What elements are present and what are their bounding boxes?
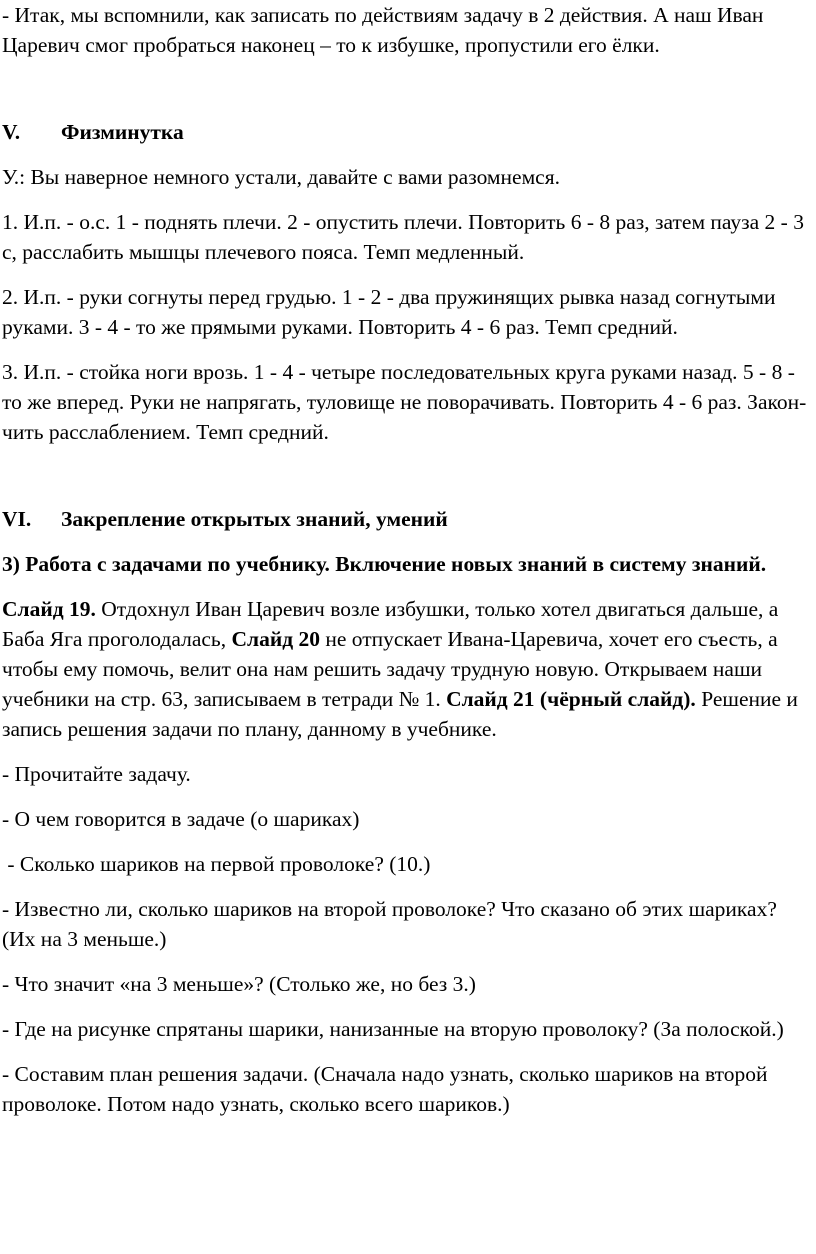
document-page bbox=[2, 0, 810, 1119]
exercise-1: 1. И.п. - о.с. 1 - поднять плечи. 2 - опустить плечи. Повторить 6 - 8 раз, затем пауза 2 - 3 с, расслабить мышцы плечевого пояса. Темп медленный. bbox=[2, 210, 804, 264]
slide-19-label: Слайд 19. bbox=[2, 597, 96, 621]
section-5-number: V. bbox=[2, 120, 21, 144]
slide-20-text: не отпускает Ивана-Царевича, хочет его съесть, а чтобы ему помочь, велит она нам решить задачу трудную новую. Открываем наши учебники на стр. 63, записываем в тетради № 1. bbox=[2, 627, 778, 711]
slide-19-text: Отдохнул Иван Царевич возле избушки, только хотел двигаться дальше, а Баба Яга проголодалась, bbox=[2, 597, 779, 651]
dialog-line: - Сколько шариков на первой проволоке? (10.) bbox=[2, 852, 431, 876]
section-5-title: Физминутка bbox=[61, 120, 184, 144]
section-5-heading bbox=[2, 117, 810, 147]
dialog-line: - Известно ли, сколько шариков на второй проволоке? Что сказано об этих шариках? (Их на 3 меньше.) bbox=[2, 897, 777, 951]
dialog-line: - Прочитайте задачу. bbox=[2, 762, 191, 786]
section-6-title: Закрепление открытых знаний, умений bbox=[61, 507, 448, 531]
slide-21-text: Решение и запись решения задачи по плану, данному в учебнике. bbox=[2, 687, 798, 741]
dialog-line: - Где на рисунке спрятаны шарики, нанизанные на вторую проволоку? (За полоской.) bbox=[2, 1017, 784, 1041]
intro-paragraph: - Итак, мы вспомнили, как записать по действиям задачу в 2 действия. А наш Иван Царевич смог пробраться наконец – то к избушке, пропустили его ёлки. bbox=[2, 3, 764, 57]
exercise-2: 2. И.п. - руки согнуты перед грудью. 1 - 2 - два пружинящих рывка назад согнутыми руками. 3 - 4 - то же прямыми руками. Повторить 4 - 6 раз. Темп средний. bbox=[2, 285, 776, 339]
exercise-3: 3. И.п. - стойка ноги врозь. 1 - 4 - четыре последовательных круга руками назад. 5 - 8 - то же вперед. Руки не напрягать, туловище не поворачивать. Повторить 4 - 6 раз. Закон-чить расслаблением. Темп средний. bbox=[2, 360, 807, 444]
section-6-heading bbox=[2, 504, 810, 534]
dialog-line: - Составим план решения задачи. (Сначала надо узнать, сколько шариков на второй проволоке. Потом надо узнать, сколько всего шариков.) bbox=[2, 1062, 768, 1116]
subsection-3-heading: 3) Работа с задачами по учебнику. Включение новых знаний в систему знаний. bbox=[2, 552, 767, 576]
section-6-number: VI. bbox=[2, 507, 32, 531]
dialog-line: - Что значит «на 3 меньше»? (Столько же, но без 3.) bbox=[2, 972, 476, 996]
slide-20-label: Слайд 20 bbox=[231, 627, 320, 651]
slides-paragraph bbox=[2, 594, 810, 744]
slide-21-label: Слайд 21 (чёрный слайд). bbox=[446, 687, 696, 711]
teacher-line: У.: Вы наверное немного устали, давайте с вами разомнемся. bbox=[2, 165, 560, 189]
dialog-line: - О чем говорится в задаче (о шариках) bbox=[2, 807, 360, 831]
